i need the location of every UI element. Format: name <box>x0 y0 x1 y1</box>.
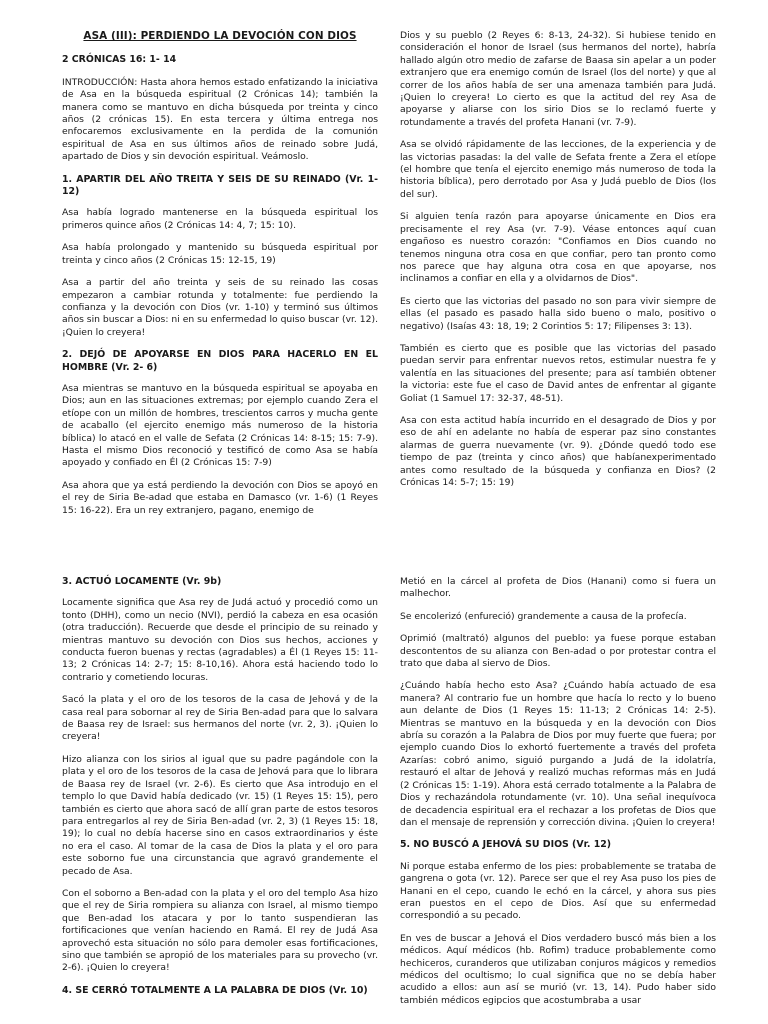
paragraph: Si alguien tenía razón para apoyarse únicamente en Dios era precisamente el rey Asa (vr. 7-9). Véase entonces aquí cuan engañoso es nuestro corazón: "Confiamos en Dios cuando no tenemos ninguna otra cosa en que confiar, pero tan pronto como nos parece que hay alguna otra cosa en que apoyarse, nos inclinamos a confiar en ella y a olvidarnos de Dios". <box>400 211 716 285</box>
paragraph: Asa se olvidó rápidamente de las lecciones, de la experiencia y de las victorias pasadas: la del valle de Sefata frente a Zera el etíope (el hombre que tenía el ejercito enemigo más numeroso de toda la historia bíblica), pero derrotado por Asa y Judá pueblo de Dios (los del sur). <box>400 139 716 200</box>
page2-left-column <box>62 576 378 1006</box>
paragraph: Asa había logrado mantenerse en la búsqueda espiritual los primeros quince años (2 Crónicas 14: 4, 7; 15: 10). <box>62 207 378 231</box>
document-title: ASA (III): PERDIENDO LA DEVOCIÓN CON DIOS <box>83 30 357 42</box>
paragraph: Asa mientras se mantuvo en la búsqueda espiritual se apoyaba en Dios; aun en las situaciones extremas; por ejemplo cuando Zera el etíope con un millón de hombres, trescientos carros y mucha gente de acaballo (el ejercito enemigo más numeroso de la historia bíblica) lo atacó en el valle de Sefata (2 Crónicas 14: 8-15; 15: 7-9). Hasta el mismo Dios reconoció y testificó de como Asa se había apoyado y confiado en Él (2 Crónicas 15: 7-9) <box>62 382 378 469</box>
paragraph: Dios y su pueblo (2 Reyes 6: 8-13, 24-32). Si hubiese tenido en consideración el honor de Israel (sus hermanos del norte), habría hallado algún otro medio de zafarse de Baasa sin apelar a un poder extranjero que era enemigo común de Israel (los del norte) y que al correr de los años había de ser una amenaza también para Judá. ¡Quien lo creyera! Lo cierto es que la actitud del rey Asa de apoyarse y aliarse con los sirio Dios se lo reclamó fuerte y rotundamente a través del profeta Hanani (vr. 7-9). <box>400 30 716 128</box>
paragraph: Sacó la plata y el oro de los tesoros de la casa de Jehová y de la casa real para sobornar al rey de Siria Ben-adad para que lo salvara de Baasa rey de Israel: sus hermanos del norte (vr. 2, 3). ¡Quien lo creyera! <box>62 694 378 743</box>
section-heading-4: 4. SE CERRÓ TOTALMENTE A LA PALABRA DE DIOS (Vr. 10) <box>62 984 368 996</box>
paragraph: Es cierto que las victorias del pasado no son para vivir siempre de ellas (el pasado es pasado halla sido bueno o malo, positivo o negativo) (Isaías 43: 18, 19; 2 Corintios 5: 17; Filipenses 3: 13). <box>400 295 716 332</box>
paragraph: Con el soborno a Ben-adad con la plata y el oro del templo Asa hizo que el rey de Siria rompiera su alianza con Israel, al mismo tiempo que Ben-adad los atacara y por lo tanto suspendieran las fortificaciones que venían haciendo en Ramá. El rey de Judá Asa aprovechó esta situación no sólo para demoler esas fortificaciones, sino que también se apropió de los materiales para su provecho (vr. 2-6). ¡Quien lo creyera! <box>62 887 378 974</box>
page1-right-column <box>400 30 716 499</box>
paragraph: Ni porque estaba enfermo de los pies: probablemente se trataba de gangrena o gota (vr. 12). Parece ser que el rey Asa puso los pies de Hanani en el cepo, cuando le echó en la cárcel, y ahora sus pies eran puestos en el cepo de Dios. Así que su enfermedad correspondió a su pecado. <box>400 860 716 922</box>
introduction-paragraph: INTRODUCCIÓN: Hasta ahora hemos estado enfatizando la iniciativa de Asa en la búsqueda espiritual (2 Crónicas 14); también la manera como se mantuvo en dicha búsqueda por treinta y cinco años (2 crónicas 15). En esta tercera y última entrega nos enfocaremos exclusivamente en la perdida de la comunión espiritual de Asa en sus últimos años de reinado sobre Judá, apartado de Dios y sin devoción espiritual. Veámoslo. <box>62 76 378 163</box>
paragraph: Asa con esta actitud había incurrido en el desagrado de Dios y por eso de ahí en adelante no había de esperar paz sino constantes alarmas de guerra nuevamente (vr. 9). ¿Dónde quedó todo ese tiempo de paz (treinta y cinco años) que habíanexperimentado antes como resultado de la búsqueda y confianza en Dios? (2 Crónicas 14: 5-7; 15: 19) <box>400 414 716 488</box>
section-heading-1: 1. APARTIR DEL AÑO TREITA Y SEIS DE SU REINADO (Vr. 1-12) <box>62 173 378 198</box>
paragraph: Se encolerizó (enfureció) grandemente a causa de la profecía. <box>400 610 687 622</box>
page-separator <box>0 520 768 558</box>
section-heading-3: 3. ACTUÓ LOCAMENTE (Vr. 9b) <box>62 576 222 587</box>
paragraph: Asa había prolongado y mantenido su búsqueda espiritual por treinta y cinco años (2 Crónicas 15: 12-15, 19) <box>62 242 378 266</box>
scripture-reference: 2 CRÓNICAS 16: 1- 14 <box>62 54 177 66</box>
paragraph: ¿Cuándo había hecho esto Asa? ¿Cuándo había actuado de esa manera? Al contrario fue un hombre que hacía lo recto y lo bueno aun delante de Dios (1 Reyes 15: 11-13; 2 Crónicas 14: 2-5). Mientras se mantuvo en la búsqueda y en la devoción con Dios abría su corazón a la Palabra de Dios por muy fuerte que fuera; por ejemplo cuando Dios lo exhortó fuertemente a través del profeta Azarías: cobró animo, siguió purgando a Judá de la idolatría, restauró el altar de Jehová y realizó muchas reformas más en Judá (2 Crónicas 15: 1-19). Ahora está cerrado totalmente a la Palabra de Dios y rechazándola rotundamente (vr. 10). Una señal inequívoca de decadencia espiritual era el rechazar a los profetas de Dios que dan el mensaje de reprensión y corrección divina. ¡Quien lo creyera! <box>400 680 716 828</box>
page1-left-column <box>62 30 378 520</box>
page2-right-column <box>400 576 716 1017</box>
document-page-2 <box>0 558 768 1024</box>
paragraph: Oprimió (maltrató) algunos del pueblo: ya fuese porque estaban descontentos de su alianza con Ben-adad o por protestar contra el trato que daba al siervo de Dios. <box>400 633 716 670</box>
paragraph: Asa a partir del año treinta y seis de su reinado las cosas empezaron a cambiar rotunda y totalmente: fue perdiendo la confianza y la devoción con Dios (vr. 1-10) y terminó sus últimos años sin buscar a Dios: ni en su enfermedad lo quiso buscar (vr. 12). ¡Quien lo creyera! <box>62 277 378 338</box>
paragraph: En ves de buscar a Jehová el Dios verdadero buscó más bien a los médicos. Aquí médicos (hb. Rofim) traduce probablemente como hechiceros, curanderos que utilizaban conjuros mágicos y remedios médicos del ocultismo; lo cual significa que no se debía haber acudido a ellos: aun así se murió (vr. 13, 14). Pudo haber sido también médicos egipcios que acostumbraba a usar <box>400 932 716 1006</box>
paragraph: Locamente significa que Asa rey de Judá actuó y procedió como un tonto (DHH), como un necio (NVI), perdió la cabeza en esa ocasión (otra traducción). Recuerde que desde el principio de su reinado y mientras mantuvo su devoción con Dios sus hechos, acciones y conducta fueron buenas y rectas (agradables) a Él (1 Reyes 15: 11-13; 2 Crónicas 14: 2-7; 15: 8-10,16). Ahora está haciendo todo lo contrario y cometiendo locuras. <box>62 597 378 683</box>
paragraph: Hizo alianza con los sirios al igual que su padre pagándole con la plata y el oro de los tesoros de la casa de Jehová para que lo librara de Baasa rey de Israel (vr. 2-6). Es cierto que Asa introdujo en el templo lo que David había dedicado (vr. 15) (1 Reyes 15: 15), pero también es cierto que ahora sacó de allí gran parte de estos tesoros para entregarlos al rey de Siria Ben-adad (vr. 2, 3) (1 Reyes 15: 18, 19); lo cual no debía hacerse sino en casos extraordinarios y éste no era el caso. Al tomar de la casa de Dios la plata y el oro para este soborno fue una circunstancia que agravó grandemente el pecado de Asa. <box>62 753 378 877</box>
paragraph: También es cierto que es posible que las victorias del pasado puedan servir para enfrentar nuevos retos, estimular nuestra fe y valentía en las situaciones del presente; para así también obtener la victoria: este fue el caso de David antes de enfrentar al gigante Goliat (1 Samuel 17: 32-37, 48-51). <box>400 342 716 404</box>
paragraph: Asa ahora que ya está perdiendo la devoción con Dios se apoyó en el rey de Siria Be-adad que estaba en Damasco (vr. 1-6) (1 Reyes 15: 16-22). Era un rey extranjero, pagano, enemigo de <box>62 479 378 516</box>
section-heading-5: 5. NO BUSCÓ A JEHOVÁ SU DIOS (Vr. 12) <box>400 839 612 851</box>
section-heading-2: 2. DEJÓ DE APOYARSE EN DIOS PARA HACERLO EN EL HOMBRE (Vr. 2- 6) <box>62 349 378 373</box>
paragraph: Metió en la cárcel al profeta de Dios (Hanani) como si fuera un malhechor. <box>400 576 716 600</box>
